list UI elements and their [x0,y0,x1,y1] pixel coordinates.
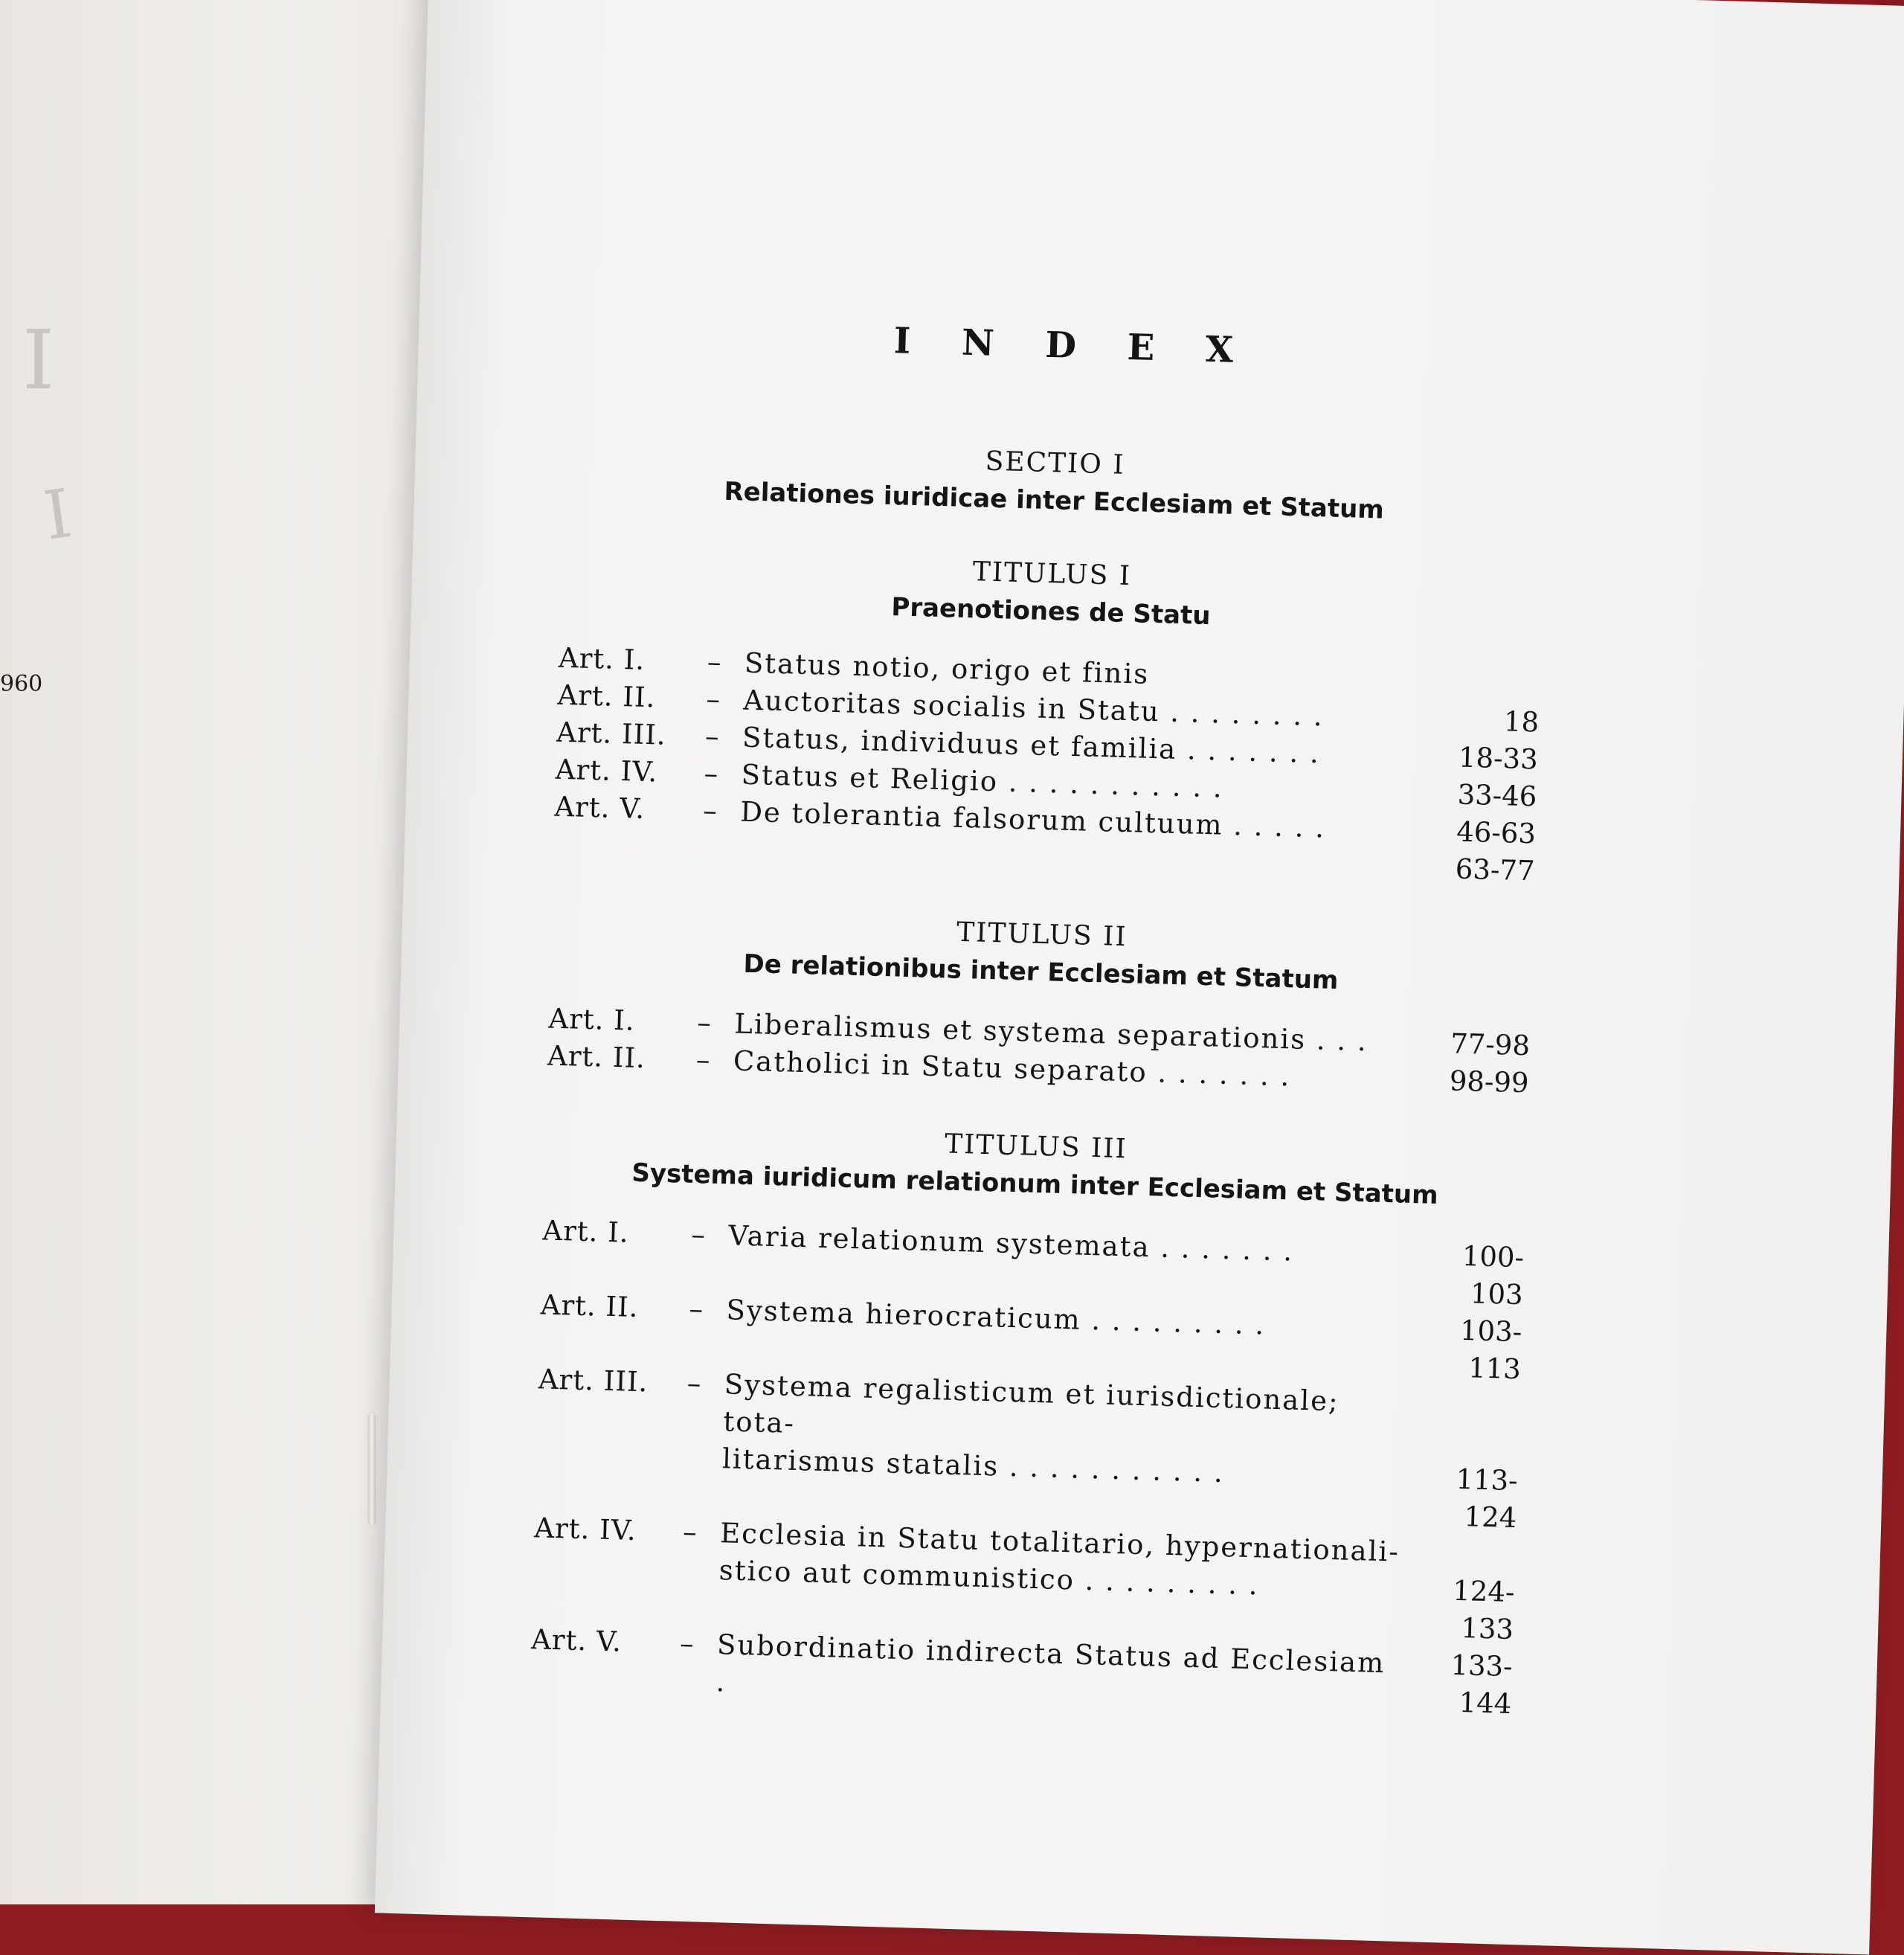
titulus-label: TITULUS II [956,916,1128,953]
entry-pages: 18-33 [1458,741,1539,776]
entry-title: Systema regalisticum et iurisdictionale; tota- [722,1368,1340,1439]
entry-pages: 103-113 [1459,1314,1522,1386]
entry-article: Art. II. [557,678,656,714]
index-page [375,0,1904,1955]
entry-pages: 63-77 [1455,853,1536,887]
entry-pages: 46-63 [1456,815,1537,850]
entry-article: Art. III. [538,1363,649,1399]
entry-article: Art. IV. [555,753,658,789]
entry-article: Art. I. [547,1002,636,1037]
book-page [375,0,1904,1955]
entry-pages: 124-133 [1452,1574,1516,1646]
sectio-heading: Relationes iuridicae inter Ecclesiam et Statum [724,476,1385,525]
entry-title: Ecclesia in Statu totalitario, hypernationali- [719,1517,1400,1568]
titulus-section [547,906,1533,1102]
entry-pages: 100-103 [1461,1239,1525,1312]
bleed-through-letters: I [39,475,77,556]
entry-article: Art. V. [530,1623,623,1658]
entry-title: Varia relationum systemata . . . . . . . [727,1219,1294,1268]
entry-article: Art. II. [547,1039,646,1075]
entry-dash: – [682,1515,698,1549]
entry-article: Art. II. [540,1288,640,1324]
entry-title: Auctoritas socialis in Statu . . . . . . . . [742,684,1325,733]
entry-dash: – [695,1044,711,1076]
entry-pages: 133-144 [1450,1649,1514,1720]
entry-pages: 77-98 [1450,1027,1531,1062]
entry-article: Art. I. [541,1214,630,1249]
entry-dash: – [690,1218,706,1251]
entry-dash: – [704,720,720,753]
entry-title: Status, individuus et familia . . . . . . . [742,721,1321,770]
entry-title: Status et Religio . . . . . . . . . . . [741,758,1224,804]
entry-dash: – [686,1367,701,1400]
titulus-label: TITULUS I [972,556,1132,592]
left-page-year: 960 [0,671,43,697]
titulus-section [553,545,1543,890]
entry-title: De tolerantia falsorum cultuum . . . . . [739,795,1326,844]
entry-article: Art. IV. [533,1512,637,1547]
index-content [530,311,1549,1723]
entry-title: Catholici in Statu separato . . . . . . . [733,1044,1291,1093]
entry-article: Art. III. [556,716,667,751]
entry-pages [1429,664,1540,667]
titulus-heading: Praenotiones de Statu [890,592,1212,632]
entry-title: litarismus statalis . . . . . . . . . . . [721,1442,1225,1489]
entry-title: stico aut communistico . . . . . . . . . [718,1554,1260,1602]
sectio-label: SECTIO I [985,446,1126,481]
titulus-label: TITULUS III [944,1129,1128,1165]
bleed-through-letter: I [22,312,55,408]
entry-title: Systema hierocraticum . . . . . . . . . [726,1294,1266,1341]
entry-dash: – [704,757,718,790]
entry-dash: – [702,794,718,827]
entry-pages: 18 [1503,705,1540,739]
entry-title: Subordinatio indirecta Status ad Ecclesiam . [715,1628,1386,1698]
titulus-section [530,1117,1527,1723]
titulus-heading: De relationibus inter Ecclesiam et Statum [742,948,1339,996]
entry-title: Liberalismus et systema separationis . . . [733,1007,1368,1058]
entry-dash: – [705,683,721,716]
index-title: I N D E X [893,320,1254,372]
titulus-heading: Systema iuridicum relationum inter Ecclesiam et Statum [631,1158,1439,1210]
entry-article: Art. I. [558,641,646,676]
binding-stitch [368,1413,376,1525]
entry-pages: 33-46 [1457,778,1537,813]
entry-pages: 113-124 [1455,1463,1519,1535]
entry-dash: – [689,1292,704,1326]
entry-dash: – [707,646,722,678]
entry-article: Art. V. [553,790,646,825]
entry-dash: – [696,1007,712,1039]
entry-dash: – [679,1627,695,1660]
entry-pages: 98-99 [1449,1065,1530,1100]
entry-title: Status notio, origo et finis [744,646,1150,690]
